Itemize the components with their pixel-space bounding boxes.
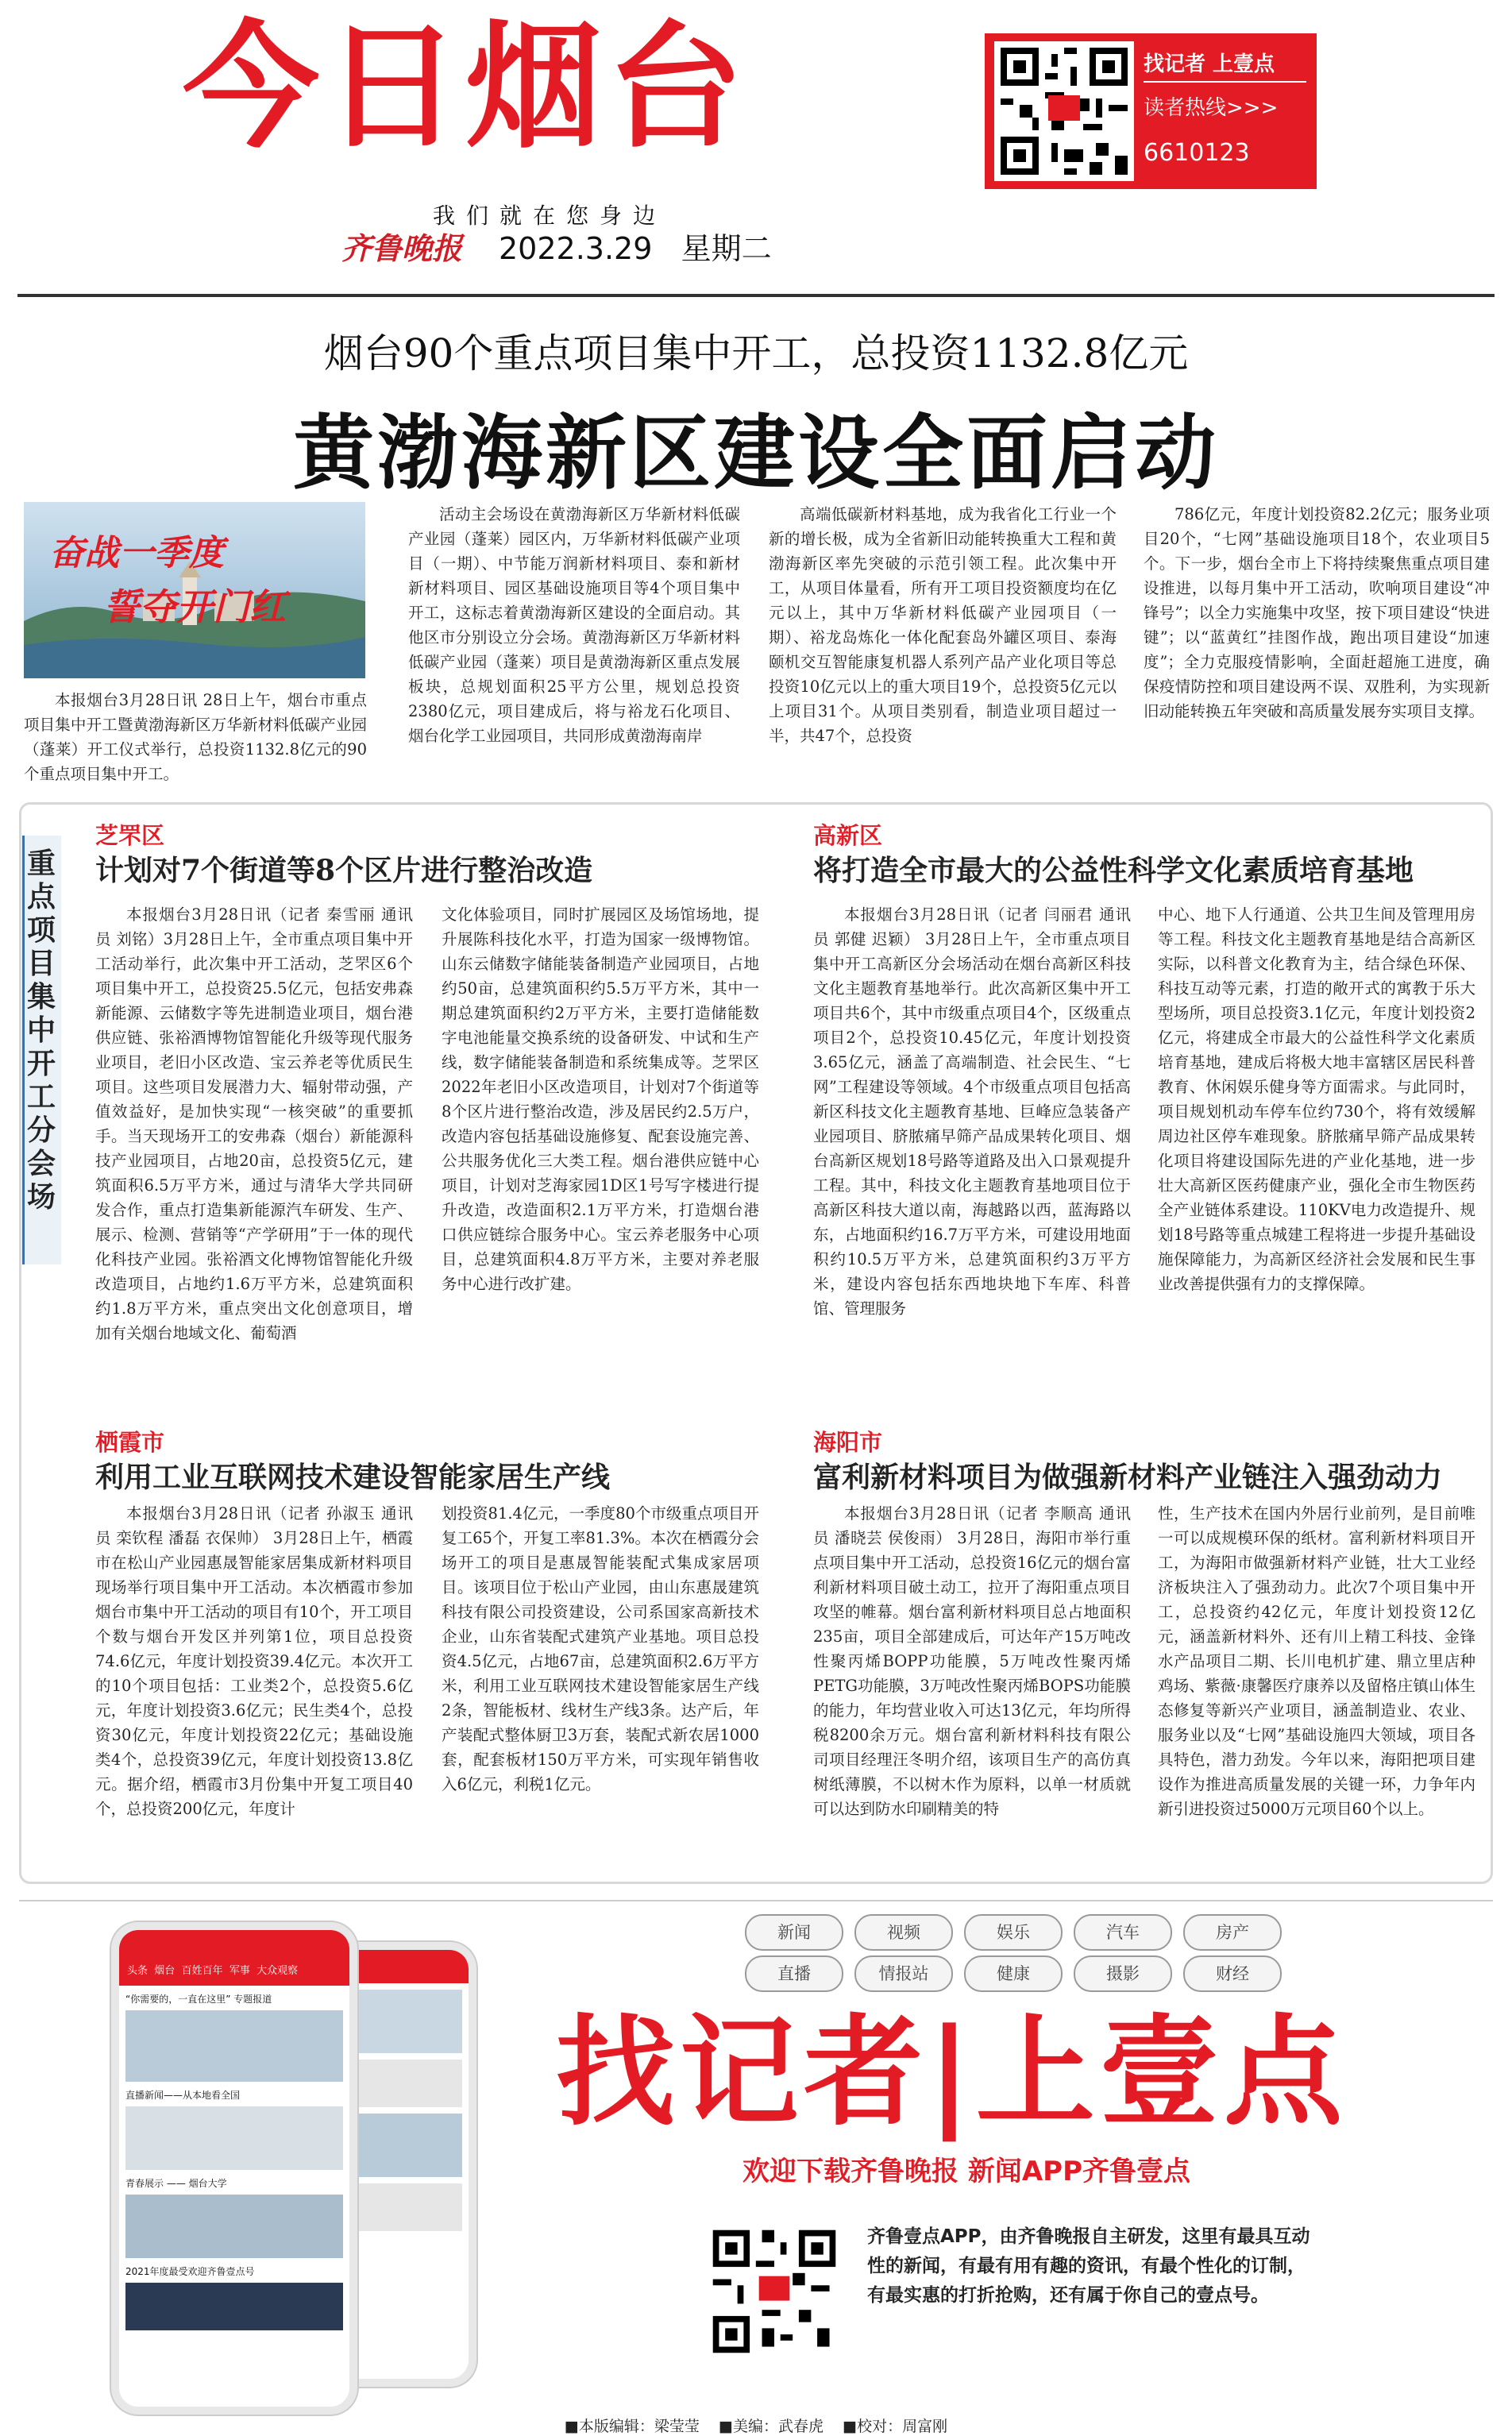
qr-code-download-icon[interactable] — [707, 2224, 842, 2359]
lead-col-1-text: 本报烟台3月28日讯 28日上午，烟台市重点项目集中开工暨黄渤海新区万华新材料低碳产业园（蓬莱）开工仪式举行，总投资1132.8亿元的90个重点项目集中开工。 — [24, 691, 367, 783]
lead-col-3 — [769, 502, 1117, 789]
nav-button-auto[interactable]: 汽车 — [1074, 1914, 1172, 1951]
phone-tab[interactable]: 百姓百年 — [181, 1965, 223, 1977]
phone-tab[interactable]: 头条 — [127, 1965, 148, 1977]
promo-slogan: 找记者|上壹点 — [556, 2004, 1348, 2142]
photo-caption-line2: 誓夺开门红 — [103, 585, 286, 628]
phone-tab[interactable]: 烟台 — [154, 1965, 176, 1977]
footer-designer: ■美编：武春虎 — [719, 2418, 824, 2435]
qixia-col-1-text: 本报烟台3月28日讯（记者 孙淑玉 通讯员 栾钦程 潘磊 衣保帅） 3月28日上午，栖霞市在松山产业园惠晟智能家居集成新材料项目现场举行项目集中开工活动。本次栖霞市参加烟台市集中开工活动的项目有10个，开工项目个数与烟台开发区并列第1位，项目总投资74.6亿元，年度计划投资39.4亿元。本次开工的10个项目包括：工业类2个，总投资5.6亿元，年度计划投资3.6亿元；民生类4个，总投资30亿元，年度计划投资22亿元；基础设施类4个，总投资39亿元，年度计划投资13.8亿元。据介绍，栖霞市3月份集中开复工项目40个，总投资200亿元，年度计 — [95, 1504, 413, 1818]
issue-date: 2022.3.29 — [499, 231, 653, 266]
haiyang-tag: 海阳市 — [813, 1429, 883, 1456]
phone-headline[interactable]: 2021年度最受欢迎齐鲁壹点号 — [125, 2266, 255, 2277]
issue-weekday: 星期二 — [681, 231, 772, 266]
gaoxin-col-2-text: 中心、地下人行通道、公共卫生间及管理用房等工程。科技文化主题教育基地是结合高新区实际，以科普文化教育为主，结合绿色环保、科技互动等元素，打造的敞开式的寓教于乐大型场所，项目总投资3.1亿元，年度计划投资2亿元，将建成全市最大的公益性科学文化素质培育基地，建成后将极大地丰富辖区居民科普教育、休闲娱乐健身等方面需求。与此同时，项目规划机动车停车位约730个，将有效缓解周边社区停车难现象。脐脓痛早筛产品成果转化项目将建设国际先进的产业化基地，进一步壮大高新区医药健康产业，强化全市生物医药全产业链体系建设。110KV电力改造提升、规划18号路等重点城建工程将进一步提升基础设施保障能力，为高新区经济社会发展和民生事业改善提供强有力的支撑保障。 — [1158, 905, 1475, 1293]
nav-button-health[interactable]: 健康 — [964, 1955, 1063, 1992]
nav-button-intel[interactable]: 情报站 — [854, 1955, 953, 1992]
qixia-col-2 — [442, 1501, 759, 1874]
hotline-divider — [1144, 81, 1306, 83]
masthead-title: 今日烟台 — [183, 7, 748, 167]
haiyang-col-2-text: 性，生产技术在国内外居行业前列，是目前唯一可以成规模环保的纸材。富利新材料项目开工，为海阳市做强新材料产业链，壮大工业经济板块注入了强劲动力。此次7个项目集中开工，总投资约42亿元，年度计划投资12亿元，涵盖新材料外、还有川上精工科技、金锋水产品项目二期、长川电机扩建、鼎立里店种鸡场、紫薇·康馨医疗康养以及留格庄镇山体生态修复等新兴产业项目，涵盖制造业、农业、服务业以及“七网”基础设施四大领域，项目各具特色，潜力劲发。今年以来，海阳把项目建设作为推进高质量发展的关键一环，力争年内新引进投资过5000万元项目60个以上。 — [1158, 1504, 1475, 1818]
side-label: 重点项目集中开工分会场 — [26, 847, 56, 1214]
nav-button-finance[interactable]: 财经 — [1183, 1955, 1282, 1992]
photo-caption-line1: 奋战一季度 — [49, 533, 224, 573]
qixia-col-2-text: 划投资81.4亿元，一季度80个市级重点项目开复工65个，开复工率81.3%。本次在栖霞分会场开工的项目是惠晟智能装配式集成家居项目。该项目位于松山产业园，由山东惠晟建筑科技有限公司投资建设，公司系国家高新技术企业，山东省装配式建筑产业基地。项目总投资4.5亿元，占地67亩，总建筑面积2.6万平方米，利用工业互联网技术建设智能家居生产线2条，智能板材、线材生产线3条。达产后，年产装配式整体厨卫3万套，装配式新农居1000套，配套板材150万平方米，可实现年销售收入6亿元，利税1亿元。 — [442, 1504, 759, 1793]
zhifu-col-2 — [442, 902, 759, 1411]
dateline — [499, 224, 772, 268]
footer-proofreader: ■校对：周富刚 — [843, 2418, 948, 2435]
haiyang-col-1-text: 本报烟台3月28日讯（记者 李顺高 通讯员 潘晓芸 侯俊雨） 3月28日，海阳市举行重点项目集中开工活动，总投资16亿元的烟台富利新材料项目破土动工，拉开了海阳重点项目攻坚的帷幕。烟台富利新材料项目总占地面积235亩，项目全部建成后，可达年产15万吨改性聚丙烯BOPP功能膜，5万吨改性聚丙烯PETG功能膜，3万吨改性聚丙烯BOPS功能膜的能力，年均营业收入可达13亿元，年均所得税8200余万元。烟台富利新材料科技有限公司项目经理汪冬明介绍，该项目生产的高仿真树纸薄膜，不以树木作为原料，以单一材质就可以达到防水印刷精美的特 — [813, 1504, 1131, 1818]
haiyang-col-2 — [1158, 1501, 1475, 1874]
phone-tab[interactable]: 大众观察 — [256, 1965, 299, 1977]
slogan: 我们就在您身边 — [433, 203, 667, 229]
hotline-number: 6610123 — [1144, 139, 1250, 167]
gaoxin-col-1 — [813, 902, 1131, 1411]
qixia-tag: 栖霞市 — [95, 1429, 165, 1456]
gaoxin-col-1-text: 本报烟台3月28日讯（记者 闫丽君 通讯员 郭健 迟颖） 3月28日上午，全市重点项目集中开工高新区分会场活动在烟台高新区科技文化主题教育基地举行。此次高新区集中开工项目共6个，其中市级重点项目4个，区级重点项目2个，总投资10.45亿元，年度计划投资3.65亿元，涵盖了高端制造、社会民生、“七网”工程建设等领域。4个市级重点项目包括高新区科技文化主题教育基地、巨峰应急装备产业园项目、脐脓痛早筛产品成果转化项目、烟台高新区规划18号路等道路及出入口景观提升工程。其中，科技文化主题教育基地项目位于高新区科技大道以南，海越路以西，蓝海路以东，占地面积约16.7万平方米，可建设用地面积约10.5万平方米，总建筑面积约3万平方米，建设内容包括东西地块地下车库、科普馆、管理服务 — [813, 905, 1131, 1318]
footer-credits — [0, 2415, 1512, 2436]
haiyang-col-1 — [813, 1501, 1131, 1874]
lead-col-1 — [24, 688, 367, 791]
hotline-label: 读者热线>>> — [1144, 96, 1279, 120]
qixia-col-1 — [95, 1501, 413, 1874]
masthead-rule — [17, 294, 1495, 297]
nav-button-photo[interactable]: 摄影 — [1074, 1955, 1172, 1992]
nav-button-live[interactable]: 直播 — [745, 1955, 843, 1992]
zhifu-col-2-text: 文化体验项目，同时扩展园区及场馆场地，提升展陈科技化水平，打造为国家一级博物馆。山东云储数字储能装备制造产业园项目，占地约50亩，总建筑面积约5.5万平方米，其中一期总建筑面积约2万平方米，主要打造储能数字电池能量交换系统的设备研发、中试和生产线，数字储能装备制造和系统集成等。芝罘区2022年老旧小区改造项目，计划对7个街道等8个区片进行整治改造，涉及居民约2.5万户，改造内容包括基础设施修复、配套设施完善、公共服务优化三大类工程。烟台港供应链中心项目，计划对芝海家园1D区1号写字楼进行提升改造，改造面积2.1万平方米，打造烟台港口供应链综合服务中心。宝云养老服务中心项目，总建筑面积4.8万平方米，主要对养老服务中心进行改扩建。 — [442, 905, 759, 1293]
lead-col-3-text: 高端低碳新材料基地，成为我省化工行业一个新的增长极，成为全省新旧动能转换重大工程和黄渤海新区率先突破的示范引领工程。此次集中开工，从项目体量看，所有开工项目投资额度均在亿元以上，其中万华新材料低碳产业园项目（一期）、裕龙岛炼化一体化配套岛外罐区项目、泰海颐机交互智能康复机器人系列产品产业化项目等总投资10亿元以上的重大项目19个，总投资5亿元以上项目31个。从项目类别看，制造业项目超过一半，共47个，总投资 — [769, 505, 1117, 745]
footer-editor: ■本版编辑：梁莹莹 — [564, 2418, 700, 2435]
phone-tab[interactable]: 军事 — [229, 1965, 250, 1977]
phone-mockup-front — [111, 1922, 357, 2415]
lead-col-2-text: 活动主会场设在黄渤海新区万华新材料低碳产业园（蓬莱）园区内，万华新材料低碳产业项目（一期）、中节能万润新材料项目、泰和新材新材料项目、园区基础设施项目等4个项目集中开工，这标志着黄渤海新区建设的全面启动。其他区市分别设立分会场。黄渤海新区万华新材料低碳产业园（蓬莱）项目是黄渤海新区重点发展板块，总规划面积25平方公里，规划总投资2380亿元，项目建成后，将与裕龙石化项目、烟台化学工业园项目，共同形成黄渤海南岸 — [408, 505, 740, 745]
phone-headline[interactable]: 青春展示 —— 烟台大学 — [125, 2178, 227, 2189]
nav-button-entertainment[interactable]: 娱乐 — [964, 1914, 1063, 1951]
nav-button-video[interactable]: 视频 — [854, 1914, 953, 1951]
lead-subhead: 烟台90个重点项目集中开工，总投资1132.8亿元 — [323, 330, 1189, 376]
promo-subtitle: 欢迎下载齐鲁晚报 新闻APP齐鲁壹点 — [742, 2156, 1190, 2187]
paper-logo: 齐鲁晚报 — [341, 230, 463, 266]
lead-col-2 — [408, 502, 740, 789]
zhifu-col-1 — [95, 902, 413, 1411]
nav-button-realestate[interactable]: 房产 — [1183, 1914, 1282, 1951]
nav-button-news[interactable]: 新闻 — [745, 1914, 843, 1951]
qr-code-icon[interactable] — [994, 41, 1134, 181]
gaoxin-col-2 — [1158, 902, 1475, 1411]
qixia-headline: 利用工业互联网技术建设智能家居生产线 — [95, 1461, 611, 1494]
zhifu-tag: 芝罘区 — [95, 822, 165, 849]
haiyang-headline: 富利新材料项目为做强新材料产业链注入强劲动力 — [813, 1461, 1443, 1494]
hotline-title: 找记者 上壹点 — [1144, 52, 1275, 76]
phone-headline[interactable]: “你需要的，一直在这里” 专题报道 — [125, 1994, 272, 2005]
lead-col-4 — [1144, 502, 1490, 789]
zhifu-col-1-text: 本报烟台3月28日讯（记者 秦雪丽 通讯员 刘铭）3月28日上午，全市重点项目集中开工活动举行，此次集中开工活动，芝罘区6个项目集中开工，总投资25.5亿元，包括安弗森新能源、云储数字等先进制造业项目，烟台港供应链、张裕酒博物馆智能化升级等现代服务业项目，老旧小区改造、宝云养老等优质民生项目。这些项目发展潜力大、辐射带动强，产值效益好，是加快实现“一核突破”的重要抓手。当天现场开工的安弗森（烟台）新能源科技产业园项目，占地20亩，总投资5亿元，建筑面积6.5万平方米，通过与清华大学共同研发合作，重点打造集新能源汽车研发、生产、展示、检测、营销等“产学研用”于一体的现代化科技产业园。张裕酒文化博物馆智能化升级改造项目，占地约1.6万平方米，总建筑面积约1.8万平方米，重点突出文化创意项目，增加有关烟台地域文化、葡萄酒 — [95, 905, 413, 1342]
gaoxin-headline: 将打造全市最大的公益性科学文化素质培育基地 — [813, 854, 1414, 887]
promo-description: 齐鲁壹点APP，由齐鲁晚报自主研发，这里有最具互动性的新闻，有最有用有趣的资讯，有最个性化的订制，有最实惠的打折抢购，还有属于你自己的壹点号。 — [867, 2226, 1310, 2306]
lead-headline: 黄渤海新区建设全面启动 — [293, 406, 1219, 501]
phone-headline[interactable]: 直播新闻——从本地看全国 — [125, 2090, 241, 2101]
gaoxin-tag: 高新区 — [813, 822, 883, 849]
zhifu-headline: 计划对7个街道等8个区片进行整治改造 — [95, 854, 593, 887]
lead-col-4-text: 786亿元，年度计划投资82.2亿元；服务业项目20个，“七网”基础设施项目18个，农业项目5个。下一步，烟台全市上下将持续聚焦重点项目建设推进，以每月集中开工活动，吹响项目建设“冲锋号”；以全力实施集中攻坚，按下项目建设“快进键”；以“蓝黄红”挂图作战，跑出项目建设“加速度”；全力克服疫情影响，全面赶超施工进度，确保疫情防控和项目建设两不误、双胜利，为实现新旧动能转换五年突破和高质量发展夯实项目支撑。 — [1144, 505, 1490, 720]
